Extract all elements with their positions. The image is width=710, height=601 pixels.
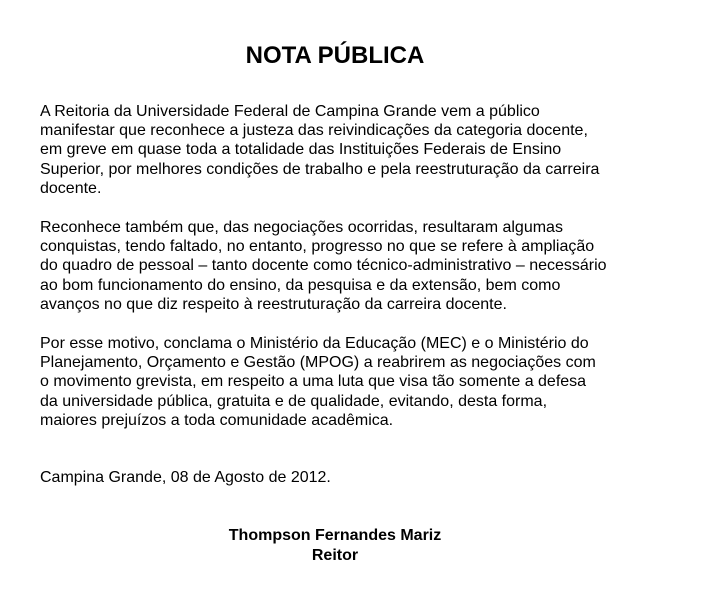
paragraph-line: da universidade pública, gratuita e de qualidade, evitando, desta forma,	[40, 392, 548, 410]
paragraph-line: do quadro de pessoal – tanto docente como técnico-administrativo – necessário	[40, 257, 607, 275]
signatory-name: Thompson Fernandes Mariz	[228, 527, 442, 544]
paragraph-line: o movimento grevista, em respeito a uma luta que visa tão somente a defesa	[40, 373, 587, 391]
paragraph-line: em greve em quase toda a totalidade das Instituições Federais de Ensino	[40, 141, 562, 159]
paragraph-line: avanços no que diz respeito à reestruturação da carreira docente.	[40, 295, 507, 313]
paragraph-line: ao bom funcionamento do ensino, da pesquisa e da extensão, bem como	[40, 276, 561, 294]
paragraph-3	[40, 334, 680, 430]
dateline: Campina Grande, 08 de Agosto de 2012.	[40, 469, 331, 486]
paragraph-line: Por esse motivo, conclama o Ministério da Educação (MEC) e o Ministério do	[40, 335, 589, 352]
paragraph-line: manifestar que reconhece a justeza das reivindicações da categoria docente,	[40, 122, 588, 140]
paragraph-line: Reconhece também que, das negociações ocorridas, resultaram algumas	[40, 219, 563, 236]
paragraph-2	[40, 218, 680, 314]
paragraph-line: Superior, por melhores condições de trabalho e pela reestruturação da carreira	[40, 160, 600, 178]
paragraph-1	[40, 102, 680, 198]
signatory-role: Reitor	[311, 546, 359, 564]
paragraph-line: A Reitoria da Universidade Federal de Campina Grande vem a público	[40, 103, 540, 120]
paragraph-line: docente.	[40, 179, 102, 197]
document-title: NOTA PÚBLICA	[245, 42, 425, 69]
signature-block	[210, 526, 460, 565]
paragraph-line: maiores prejuízos a toda comunidade acadêmica.	[40, 411, 394, 429]
paragraph-line: conquistas, tendo faltado, no entanto, progresso no que se refere à ampliação	[40, 238, 595, 256]
paragraph-line: Planejamento, Orçamento e Gestão (MPOG) a reabrirem as negociações com	[40, 354, 596, 372]
